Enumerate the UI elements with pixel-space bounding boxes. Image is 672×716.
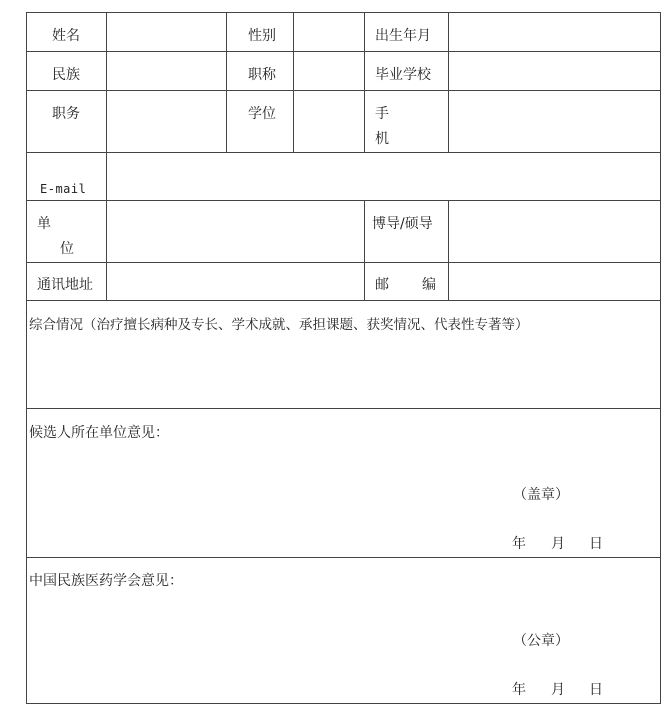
supervisor-field[interactable] <box>449 201 660 262</box>
section-divider-2 <box>26 557 661 558</box>
society-day-label: 日 <box>589 682 603 698</box>
ethnicity-field[interactable] <box>107 52 226 90</box>
summary-field[interactable] <box>27 336 660 408</box>
section-divider-1 <box>26 408 661 409</box>
school-field[interactable] <box>449 52 660 90</box>
position-label: 职务 <box>52 106 80 122</box>
postcode-field[interactable] <box>449 263 660 300</box>
col-divider-d1 <box>364 12 365 152</box>
unit-month-label: 月 <box>551 536 565 552</box>
phone-field[interactable] <box>449 91 660 152</box>
society-month-label: 月 <box>551 682 565 698</box>
society-opinion-field[interactable] <box>27 592 660 632</box>
email-label: E-mail <box>40 182 87 196</box>
postcode-label-2: 编 <box>422 277 436 293</box>
phone-label-2: 机 <box>375 131 389 147</box>
gender-label: 性别 <box>248 28 276 44</box>
name-field[interactable] <box>107 13 226 51</box>
society-seal-label: （公章） <box>513 633 569 649</box>
email-field[interactable] <box>107 153 660 200</box>
unit-opinion-label: 候选人所在单位意见： <box>29 425 169 441</box>
border-bottom <box>26 703 661 704</box>
unit-label-2: 位 <box>60 241 74 257</box>
col-divider-d2 <box>364 200 365 300</box>
border-right <box>660 12 661 704</box>
school-label: 毕业学校 <box>375 67 431 83</box>
degree-label: 学位 <box>248 106 276 122</box>
position-field[interactable] <box>107 91 226 152</box>
society-opinion-label: 中国民族医药学会意见： <box>29 573 183 589</box>
ethnicity-label: 民族 <box>52 67 80 83</box>
unit-day-label: 日 <box>589 536 603 552</box>
name-label: 姓名 <box>52 28 80 44</box>
address-field[interactable] <box>107 263 364 300</box>
unit-year-label: 年 <box>512 536 526 552</box>
birth-field[interactable] <box>449 13 660 51</box>
title-label: 职称 <box>248 67 276 83</box>
summary-label: 综合情况（治疗擅长病种及专长、学术成就、承担课题、获奖情况、代表性专著等） <box>29 317 529 333</box>
address-label: 通讯地址 <box>37 277 93 293</box>
degree-field[interactable] <box>294 91 364 152</box>
unit-field[interactable] <box>107 201 364 262</box>
postcode-label-1: 邮 <box>375 277 389 293</box>
society-year-label: 年 <box>512 682 526 698</box>
phone-label-1: 手 <box>375 106 389 122</box>
supervisor-label: 博导/硕导 <box>372 216 433 232</box>
birth-label: 出生年月 <box>375 28 431 44</box>
unit-seal-label: （盖章） <box>513 487 569 503</box>
gender-field[interactable] <box>294 13 364 51</box>
unit-label-1: 单 <box>37 216 51 232</box>
col-divider-b <box>226 12 227 152</box>
title-field[interactable] <box>294 52 364 90</box>
unit-opinion-field[interactable] <box>27 444 660 484</box>
row-divider-6 <box>26 300 661 301</box>
